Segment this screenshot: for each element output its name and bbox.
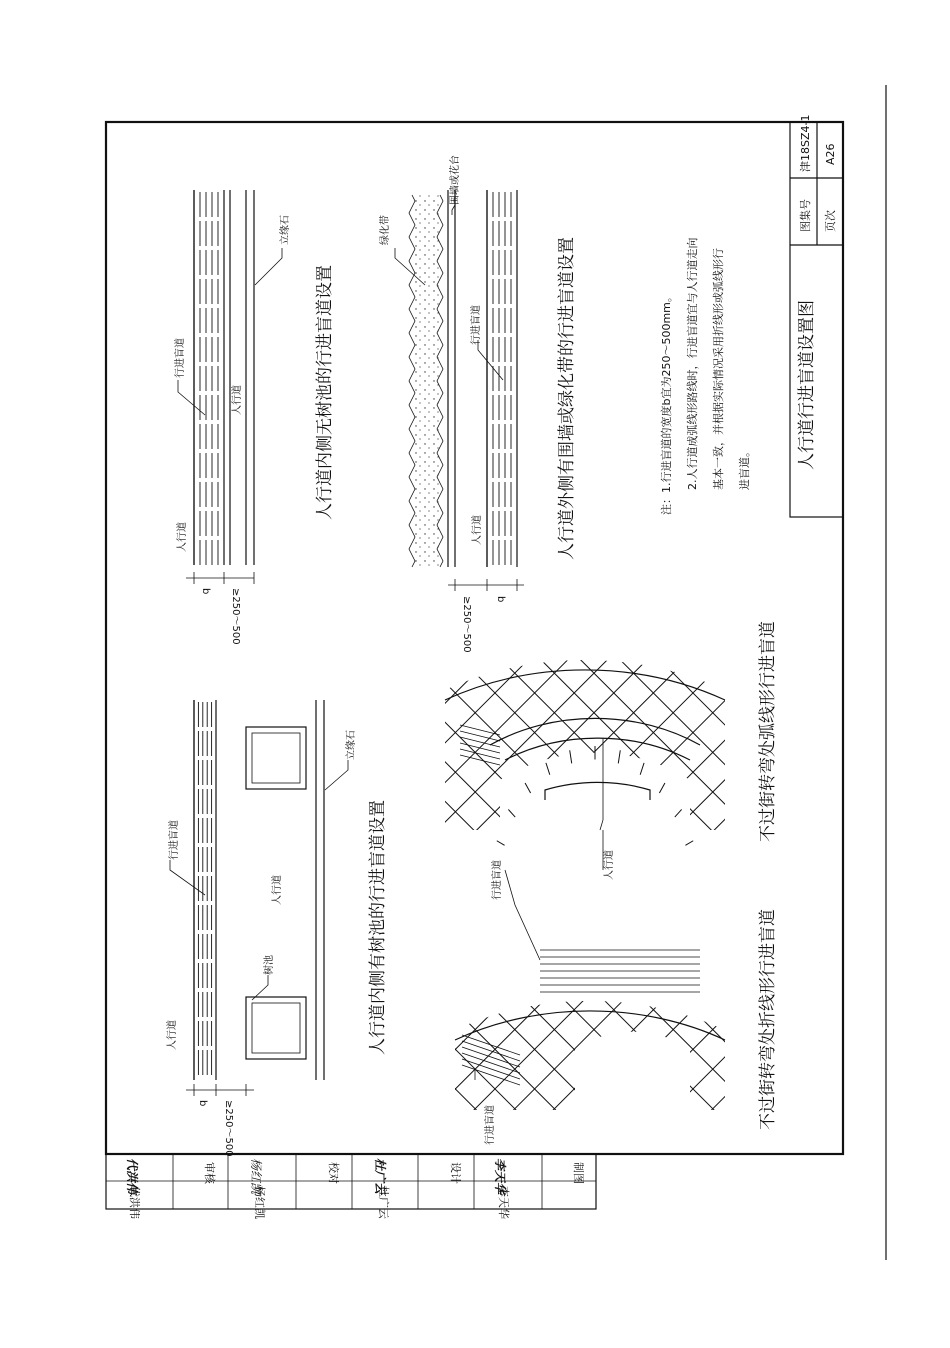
page-no: A26	[824, 143, 837, 165]
caption-fold-corner: 不过街转弯处折线形行进盲道	[758, 909, 778, 1130]
sign-off-signature: 李天华	[493, 1158, 507, 1195]
sign-off-name: 李天华	[497, 1186, 510, 1219]
label-guide-path-2: 行进盲道	[485, 1105, 496, 1145]
view-greenbelt	[378, 155, 577, 653]
label-guide-path: 行进盲道	[169, 820, 180, 860]
caption-greenbelt: 人行道外侧有围墙或绿化带的行进盲道设置	[557, 237, 577, 560]
note-line: 注：1.行进盲道的宽度b宜为250～500mm。	[660, 291, 673, 515]
label-sidewalk: 人行道	[177, 522, 188, 552]
page-label: 页次	[824, 210, 837, 232]
label-guide-path: 行进盲道	[175, 338, 186, 378]
tree-pit	[246, 727, 306, 789]
view-fold-corner	[455, 860, 778, 1145]
tile-stripe	[497, 841, 505, 846]
guide-path-tiles	[194, 700, 216, 1080]
caption-no-tree-pit: 人行道内侧无树池的行进盲道设置	[315, 265, 335, 520]
sign-off-role: 制图	[572, 1162, 585, 1184]
label-sidewalk: 人行道	[167, 1020, 178, 1050]
title-block	[790, 115, 843, 517]
label-guide-path: 行进盲道	[471, 305, 482, 345]
dim-b: b	[495, 596, 506, 603]
view-no-tree-pit	[173, 190, 335, 645]
sign-off-role: 设计	[449, 1162, 462, 1184]
dim-gap: ≥250～500	[223, 1100, 234, 1157]
note-line: 2.人行道成弧线形路线时，行进盲道宜与人行道走向	[686, 237, 699, 490]
note-line: 进盲道。	[738, 446, 751, 490]
label-sidewalk: 人行道	[472, 515, 483, 545]
label-wall: 围墙或花台	[450, 155, 461, 205]
tree-pit	[246, 997, 306, 1059]
note-line: 基本一致，并根据实际情况采用折线形或弧线形行	[712, 248, 725, 490]
sign-off-signature: 代洪伟	[125, 1158, 139, 1195]
label-curb: 立缘石	[346, 730, 357, 760]
dim-gap: ≥250～500	[461, 596, 472, 653]
label-greenbelt: 绿化带	[380, 215, 391, 245]
label-sidewalk-2: 人行道	[272, 875, 283, 905]
sign-off-name: 杜广云	[377, 1186, 390, 1219]
atlas-no-label: 图集号	[799, 199, 812, 232]
sign-off-name: 代洪伟	[128, 1186, 141, 1219]
label-sidewalk: 人行道	[604, 850, 615, 880]
sign-off-role: 校对	[327, 1162, 340, 1184]
atlas-no: 津18SZ4-1	[799, 114, 812, 172]
dim-gap: ≥250～500	[230, 588, 241, 645]
sign-off-name: 杨红凯	[253, 1186, 266, 1219]
caption-arc-corner: 不过街转弯处弧线形行进盲道	[758, 621, 778, 842]
guide-path-tiles	[194, 190, 224, 565]
greenbelt-area	[412, 195, 440, 567]
sign-off-role: 审核	[203, 1162, 216, 1184]
label-sidewalk-2: 人行道	[232, 385, 243, 415]
sign-off-strip	[106, 1154, 596, 1219]
view-tree-pit	[165, 700, 388, 1157]
dim-b: b	[197, 1100, 208, 1107]
sign-off-signature: 杨红凯	[249, 1158, 263, 1195]
view-arc-corner	[445, 610, 778, 880]
label-curb: 立缘石	[280, 215, 291, 245]
dim-b: b	[200, 588, 211, 595]
caption-tree-pit: 人行道内侧有树池的行进盲道设置	[368, 800, 388, 1055]
label-tree-pit: 树池	[264, 955, 275, 975]
drawing-title: 人行道行进盲道设置图	[797, 300, 817, 470]
notes	[659, 238, 751, 516]
label-guide-path: 行进盲道	[492, 860, 503, 900]
sign-off-signature: 杜广云	[373, 1158, 387, 1195]
tile-stripe	[685, 841, 693, 846]
